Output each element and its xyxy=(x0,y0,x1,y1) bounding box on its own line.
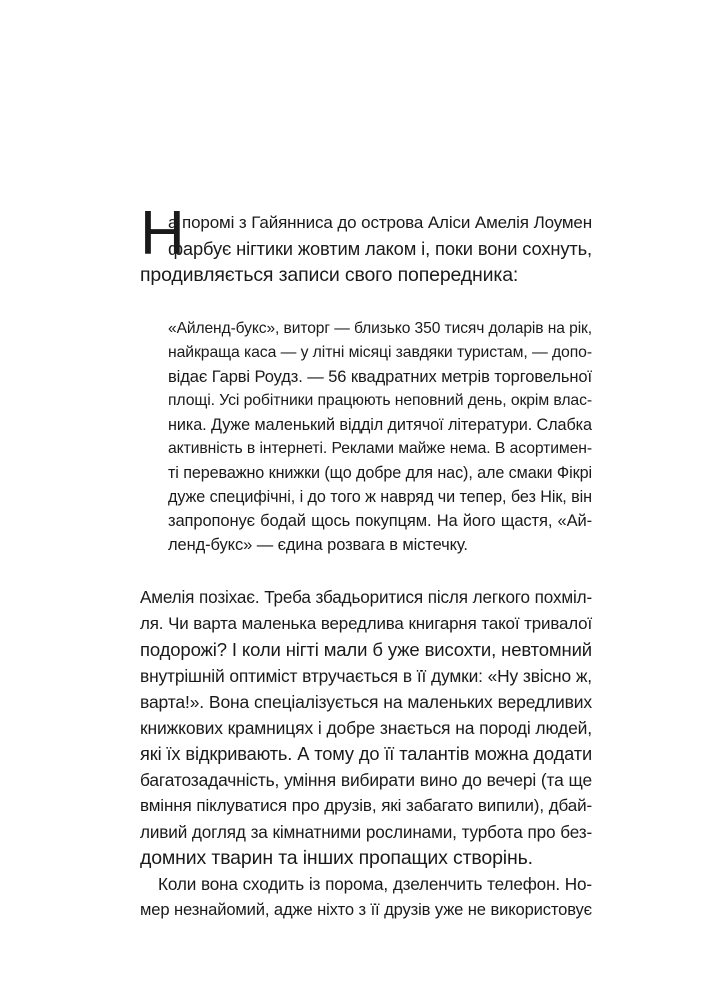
quote-line: найкраща каса — у літні місяці завдяки туристам, — допо- xyxy=(168,344,592,361)
text-line: ливий догляд за кімнатними рослинами, турбота про без- xyxy=(140,822,593,842)
text-line: подорожі? І коли нігті мали б уже висохти, невтомний xyxy=(140,639,592,660)
text-line: Амелія позіхає. Треба збадьоритися після легкого похміл- xyxy=(140,588,593,607)
quote-line: відає Гарві Роудз. — 56 квадратних метрів торговельної xyxy=(168,368,592,386)
text-line: Коли вона сходить із порома, дзеленчить телефон. Но- xyxy=(158,874,593,894)
text-line: внутрішній оптиміст втручається в її думки: «Ну звісно ж, xyxy=(140,666,592,686)
quote-line: ті переважно книжки (що добре для нас), але смаки Фікрі xyxy=(168,464,592,482)
text-line: багатозадачність, уміння вибирати вино до вечері (та ще xyxy=(140,770,592,790)
text-line: ля. Чи варта маленька вередлива книгарня такої тривалої xyxy=(140,614,593,633)
quote-line: дуже специфічні, і до того ж навряд чи тепер, без Нік, він xyxy=(168,488,593,506)
text-line: які їх відкривають. А тому до її талантів можна додати xyxy=(140,743,592,764)
quote-line: «Айленд-букс», виторг — близько 350 тисяч доларів на рік, xyxy=(168,320,593,337)
drop-cap: Н xyxy=(140,199,185,268)
quote-line: ника. Дуже маленький відділ дитячої літератури. Слабка xyxy=(168,416,592,434)
text-line: варта!». Вона спеціалізується на маленьких вередливих xyxy=(140,692,593,712)
text-line: продивляється записи свого попередника: xyxy=(140,264,519,286)
text-line: книжкових крамницях і добре знається на породі людей, xyxy=(140,718,592,738)
quote-line: запропонує бодай щось покупцям. На його щастя, «Ай- xyxy=(168,512,593,530)
quote-line: площі. Усі робітники працюють неповний день, окрім влас- xyxy=(168,392,592,409)
text-line: вміння піклуватися про друзів, які забагато випили), дбай- xyxy=(140,796,592,815)
text-line: мер незнайомий, адже ніхто з її друзів уже не використовує xyxy=(140,900,592,919)
text-line: фарбує нігтики жовтим лаком і, поки вони сохнуть, xyxy=(168,238,592,259)
quote-line: ленд-букс» — єдина розвага в містечку. xyxy=(168,536,468,554)
text-line: домних тварин та інших пропащих створінь. xyxy=(140,847,533,869)
quote-line: активність в інтернеті. Реклами майже нема. В асортимен- xyxy=(168,440,592,457)
text-line: а поромі з Гайянниса до острова Аліси Амелія Лоумен xyxy=(168,213,592,232)
